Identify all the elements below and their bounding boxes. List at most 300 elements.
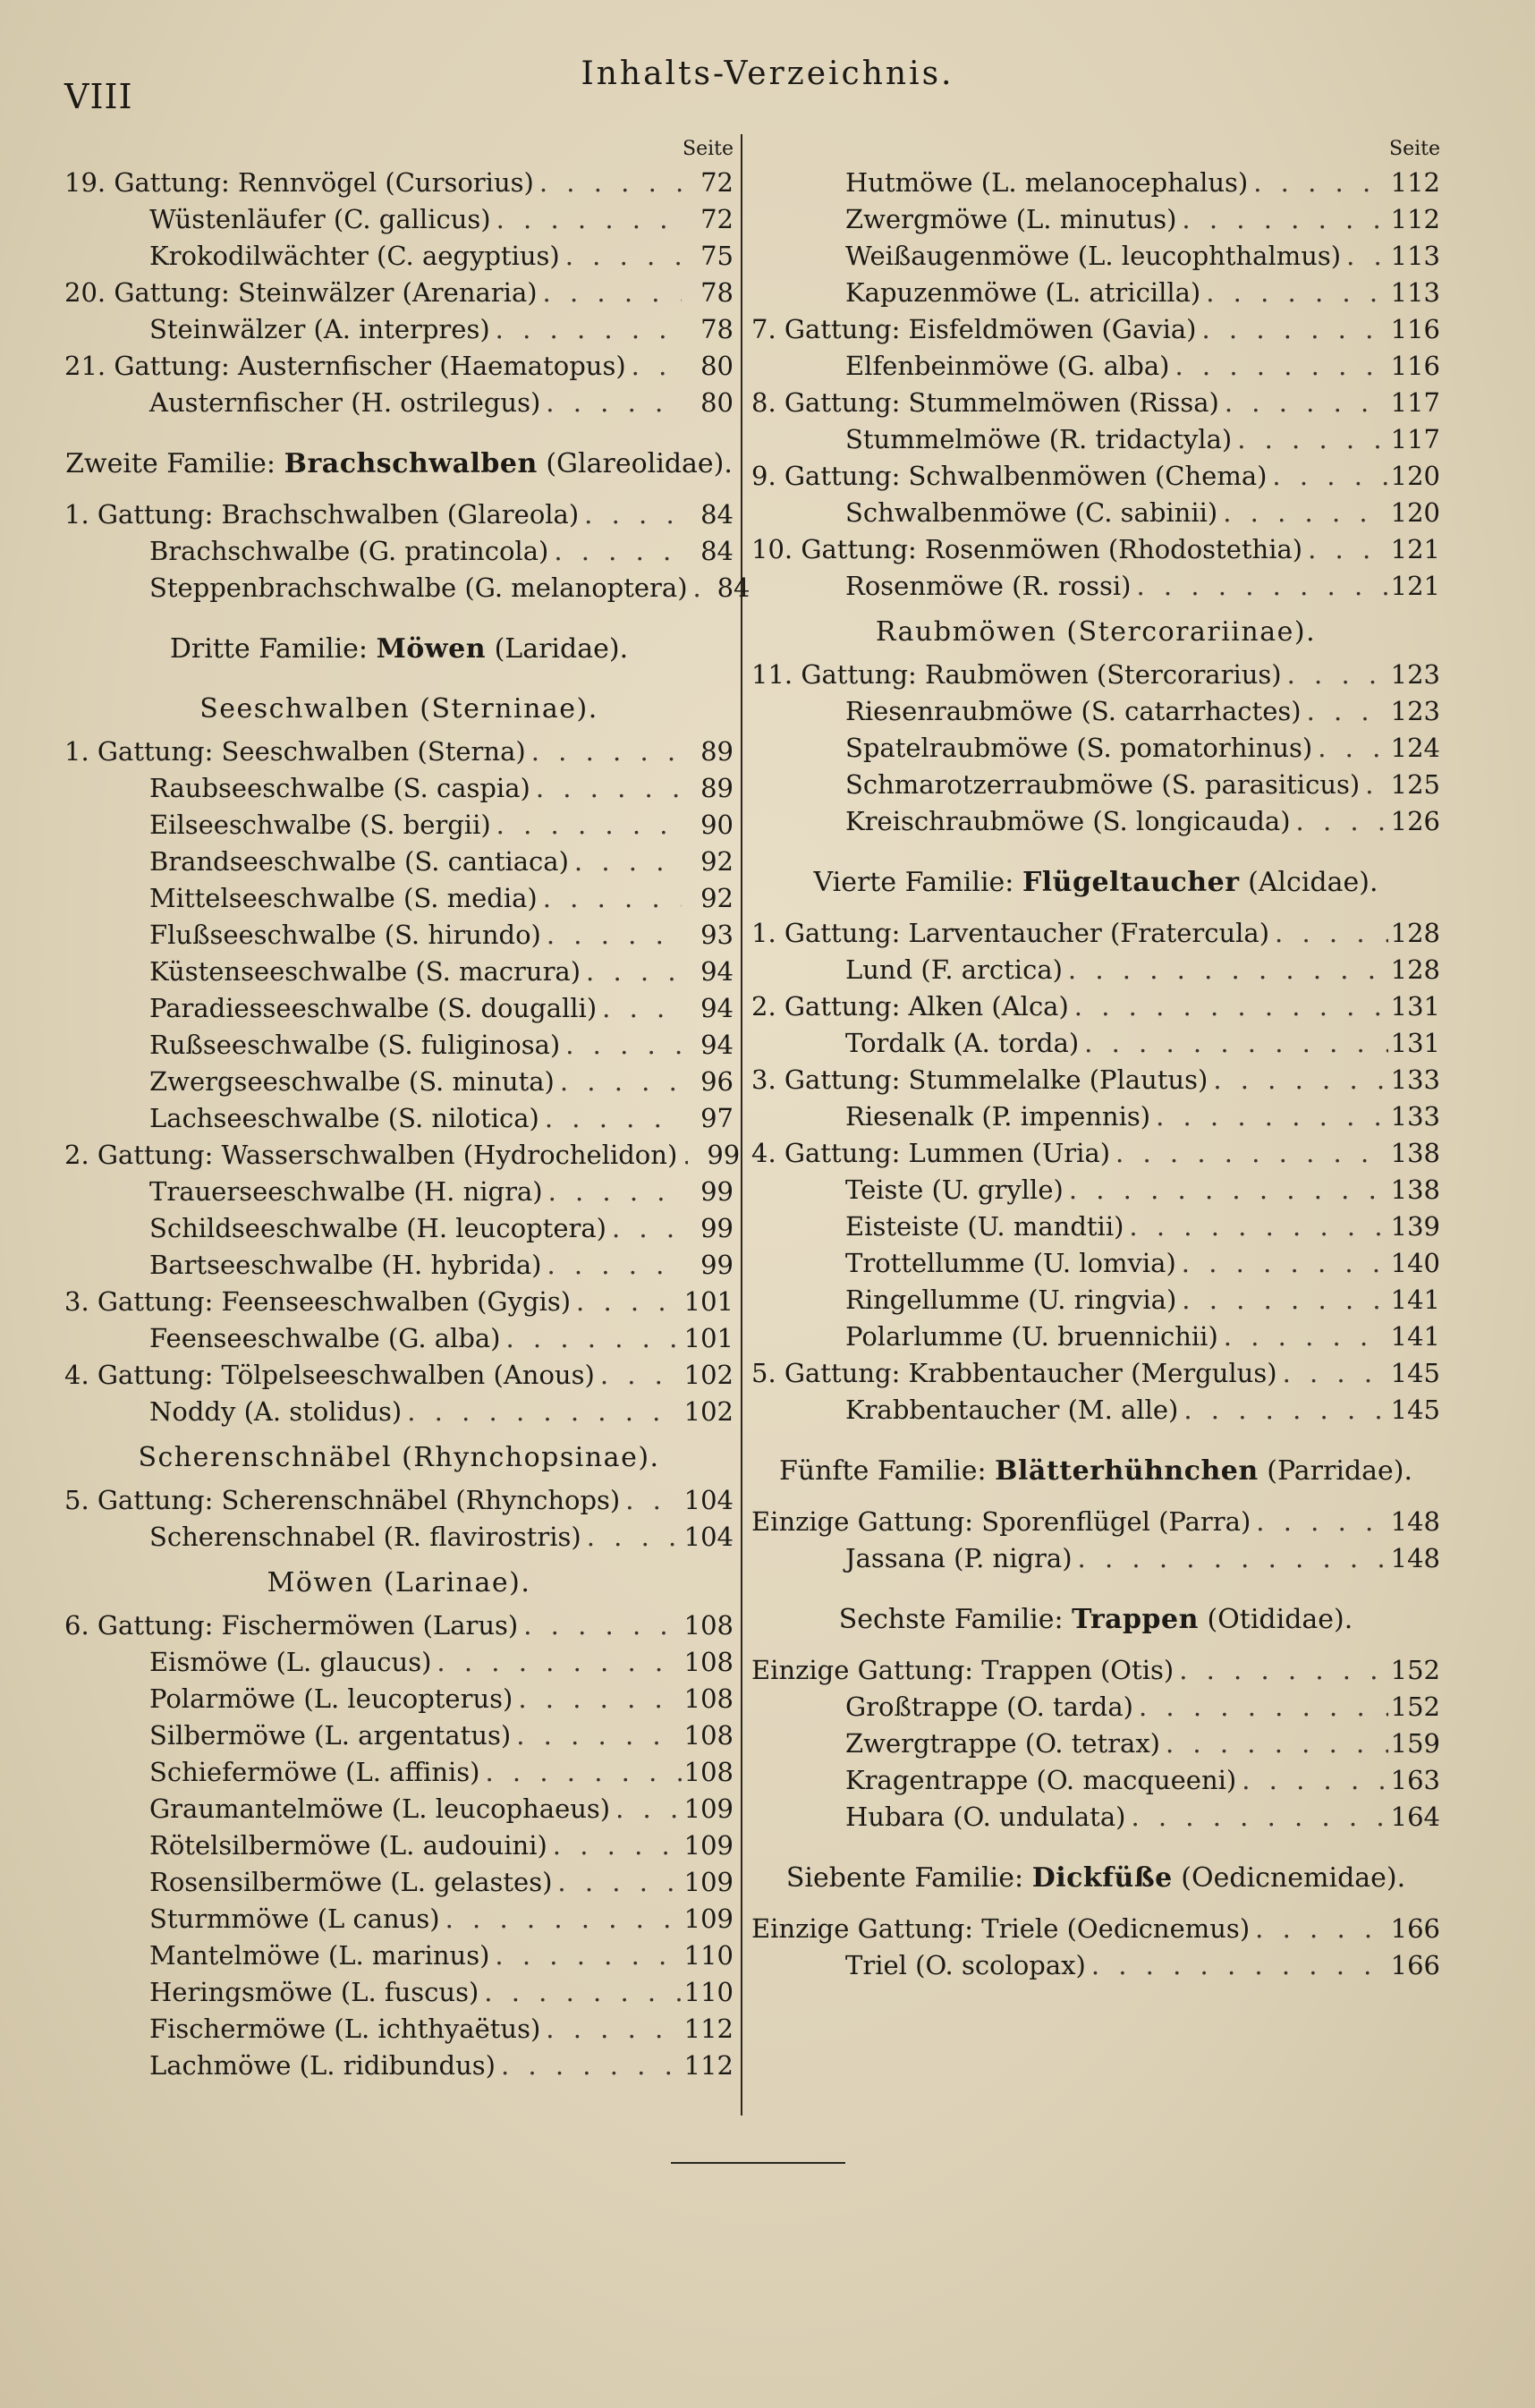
entry-title: Polarmöwe (L. leucopterus)	[149, 1683, 513, 1714]
entry-page: 166	[1390, 1950, 1440, 1980]
toc-entry	[64, 1357, 734, 1394]
entry-title: 4. Gattung: Lummen (Uria)	[751, 1138, 1111, 1168]
entry-page: 131	[1390, 991, 1440, 1022]
leader-dots	[1341, 238, 1388, 275]
family-prefix: Zweite Familie:	[65, 448, 276, 479]
entry-page: 110	[683, 1940, 734, 1971]
entry-page: 120	[1390, 461, 1440, 491]
toc-entry	[64, 533, 734, 570]
toc-entry	[751, 531, 1440, 568]
entry-title: 10. Gattung: Rosenmöwen (Rhodostethia)	[751, 534, 1303, 564]
leader-dots	[1218, 1318, 1388, 1355]
entry-title: 19. Gattung: Rennvögel (Cursorius)	[64, 167, 534, 198]
entry-title: 4. Gattung: Tölpelseeschwalben (Anous)	[64, 1360, 595, 1390]
family-latin: (Otididae).	[1207, 1604, 1353, 1635]
entry-title: 3. Gattung: Feenseeschwalben (Gygis)	[64, 1286, 572, 1317]
bottom-rule	[671, 2162, 845, 2164]
entry-page: 166	[1390, 1913, 1440, 1944]
subfamily-heading: Seeschwalben (Sterninae).	[199, 693, 598, 725]
entry-title: Küstenseeschwalbe (S. macrura)	[149, 956, 581, 987]
toc-entry	[64, 1937, 734, 1974]
toc-entry	[751, 311, 1440, 348]
entry-page: 113	[1390, 277, 1440, 308]
family-name: Trappen	[1072, 1604, 1199, 1635]
entry-title: Trottellumme (U. lomvia)	[845, 1248, 1176, 1278]
entry-title: Sturmmöwe (L canus)	[149, 1904, 440, 1934]
toc-entry	[64, 1320, 734, 1357]
family-prefix: Vierte Familie:	[813, 867, 1014, 898]
entry-title: Jassana (P. nigra)	[845, 1543, 1073, 1573]
leader-dots	[581, 954, 682, 990]
entry-page: 133	[1390, 1064, 1440, 1095]
toc-entry	[64, 807, 734, 844]
entry-page: 163	[1390, 1765, 1440, 1795]
leader-dots	[540, 385, 682, 421]
leader-dots	[1176, 1282, 1388, 1318]
entry-page: 131	[1390, 1028, 1440, 1058]
leader-dots	[547, 1827, 682, 1864]
toc-entry	[64, 275, 734, 311]
entry-title: 2. Gattung: Wasserschwalben (Hydrochelidon)	[64, 1140, 678, 1170]
leader-dots	[1150, 1098, 1388, 1135]
entry-title: Raubseeschwalbe (S. caspia)	[149, 773, 530, 803]
entry-page: 104	[683, 1522, 734, 1552]
entry-title: 6. Gattung: Fischermöwen (Larus)	[64, 1610, 519, 1641]
entry-title: Schildseeschwalbe (H. leucoptera)	[149, 1213, 606, 1243]
entry-page: 99	[700, 1176, 734, 1207]
family-latin: (Parridae).	[1267, 1455, 1413, 1487]
entry-page: 72	[700, 204, 734, 234]
toc-entry	[751, 1947, 1440, 1984]
leader-dots	[1236, 1762, 1388, 1799]
toc-entry	[64, 1901, 734, 1937]
leader-dots	[1291, 803, 1388, 840]
entry-list	[751, 1504, 1440, 1577]
toc-entry	[751, 1062, 1440, 1098]
entry-title: Flußseeschwalbe (S. hirundo)	[149, 920, 541, 950]
entry-page: 101	[683, 1323, 734, 1353]
entry-page: 94	[700, 956, 734, 987]
toc-entry	[751, 421, 1440, 458]
entry-title: Kapuzenmöwe (L. atricilla)	[845, 277, 1201, 308]
subfamily-heading: Scherenschnäbel (Rhynchopsinae).	[138, 1442, 660, 1473]
leader-dots	[555, 1064, 682, 1100]
toc-entry	[751, 1318, 1440, 1355]
entry-title: Tordalk (A. torda)	[845, 1028, 1080, 1058]
leader-dots	[518, 1607, 682, 1644]
entry-title: Rosenmöwe (R. rossi)	[845, 571, 1132, 601]
entry-page: 92	[700, 846, 734, 877]
toc-entry	[751, 1392, 1440, 1429]
entry-list	[751, 1911, 1440, 1984]
entry-list	[751, 165, 1440, 605]
entry-page: 90	[700, 810, 734, 840]
leader-dots	[1200, 275, 1388, 311]
page-number: VIII	[64, 77, 133, 116]
entry-page: 125	[1390, 769, 1440, 800]
entry-list	[64, 165, 734, 421]
toc-entry	[751, 1355, 1440, 1392]
leader-dots	[1360, 767, 1388, 803]
entry-page: 159	[1390, 1728, 1440, 1759]
entry-page: 164	[1390, 1802, 1440, 1832]
toc-entry	[64, 2048, 734, 2084]
leader-dots	[571, 1284, 682, 1320]
entry-title: Kragentrappe (O. macqueeni)	[845, 1765, 1237, 1795]
entry-page: 93	[700, 920, 734, 950]
toc-entry	[751, 165, 1440, 201]
toc-entry	[751, 657, 1440, 693]
entry-title: Paradiesseeschwalbe (S. dougalli)	[149, 993, 598, 1023]
toc-entry	[64, 238, 734, 275]
entry-title: 1. Gattung: Brachschwalben (Glareola)	[64, 499, 580, 530]
entry-page: 109	[683, 1830, 734, 1861]
toc-entry	[64, 1247, 734, 1284]
leader-dots	[1208, 1062, 1388, 1098]
toc-entry	[64, 348, 734, 385]
entry-title: Brandseeschwalbe (S. cantiaca)	[149, 846, 569, 877]
leader-dots	[620, 1482, 682, 1519]
entry-page: 92	[700, 883, 734, 913]
entry-list	[64, 496, 751, 606]
entry-title: Noddy (A. stolidus)	[149, 1396, 403, 1427]
toc-entry	[64, 733, 734, 770]
entry-page: 108	[683, 1720, 734, 1751]
entry-page: 145	[1390, 1395, 1440, 1425]
leader-dots	[543, 1174, 682, 1210]
leader-dots	[1250, 1911, 1388, 1947]
leader-dots	[1176, 201, 1388, 238]
toc-entry	[751, 1208, 1440, 1245]
toc-entry	[64, 165, 734, 201]
entry-page: 109	[683, 1904, 734, 1934]
toc-entry	[64, 1644, 734, 1681]
entry-page: 89	[700, 773, 734, 803]
leader-dots	[1197, 311, 1389, 348]
entry-page: 133	[1390, 1101, 1440, 1132]
entry-page: 112	[1390, 204, 1440, 234]
leader-dots	[595, 1357, 682, 1394]
family-name: Brachschwalben	[284, 448, 538, 479]
entry-page: 99	[707, 1140, 741, 1170]
toc-entry	[751, 730, 1440, 767]
entry-page: 138	[1390, 1138, 1440, 1168]
entry-list	[64, 1482, 734, 1556]
entry-list	[751, 657, 1440, 840]
leader-dots	[541, 917, 682, 954]
leader-dots	[1302, 531, 1388, 568]
entry-page: 112	[1390, 167, 1440, 198]
entry-title: 20. Gattung: Steinwälzer (Arenaria)	[64, 277, 538, 308]
entry-title: 2. Gattung: Alken (Alca)	[751, 991, 1069, 1022]
leader-dots	[1176, 1245, 1388, 1282]
toc-entry	[751, 1172, 1440, 1208]
entry-title: 3. Gattung: Stummelalke (Plautus)	[751, 1064, 1208, 1095]
family-latin: (Alcidae).	[1248, 867, 1378, 898]
right-column	[751, 134, 1440, 1984]
leader-dots	[538, 880, 682, 917]
toc-entry	[751, 915, 1440, 952]
toc-entry	[64, 570, 751, 606]
leader-dots	[1063, 952, 1388, 988]
entry-page: 145	[1390, 1358, 1440, 1388]
leader-dots	[479, 1754, 682, 1791]
entry-page: 78	[700, 314, 734, 344]
entry-title: Rußseeschwalbe (S. fuliginosa)	[149, 1030, 561, 1060]
entry-title: Riesenalk (P. impennis)	[845, 1101, 1151, 1132]
family-heading	[751, 840, 1440, 915]
toc-entry	[64, 311, 734, 348]
entry-title: Heringsmöwe (L. fuscus)	[149, 1977, 479, 2007]
toc-entry	[64, 1827, 734, 1864]
entry-title: Einzige Gattung: Trappen (Otis)	[751, 1655, 1175, 1685]
toc-entry	[751, 1652, 1440, 1689]
entry-page: 96	[700, 1066, 734, 1097]
entry-page: 128	[1390, 954, 1440, 985]
family-heading	[751, 1836, 1440, 1911]
entry-title: Einzige Gattung: Sporenflügel (Parra)	[751, 1506, 1251, 1537]
leader-dots	[489, 1937, 682, 1974]
toc-entry	[64, 1064, 734, 1100]
entry-page: 72	[700, 167, 734, 198]
entry-title: 21. Gattung: Austernfischer (Haematopus)	[64, 351, 626, 381]
toc-entry	[64, 1681, 734, 1717]
toc-entry	[64, 1100, 734, 1137]
entry-page: 80	[700, 351, 734, 381]
leader-dots	[1125, 1799, 1388, 1836]
family-heading	[751, 1429, 1440, 1504]
entry-page: 120	[1390, 497, 1440, 528]
toc-entry	[751, 1799, 1440, 1836]
entry-title: Eilseeschwalbe (S. bergii)	[149, 810, 491, 840]
entry-title: Zwergmöwe (L. minutus)	[845, 204, 1177, 234]
subfamily-heading: Raubmöwen (Stercorariinae).	[875, 616, 1317, 648]
family-prefix: Sechste Familie:	[838, 1604, 1064, 1635]
leader-dots	[626, 348, 682, 385]
entry-title: Spatelraubmöwe (S. pomatorhinus)	[845, 733, 1313, 763]
leader-dots	[538, 275, 682, 311]
entry-title: Stummelmöwe (R. tridactyla)	[845, 424, 1233, 454]
leader-dots	[1277, 1355, 1388, 1392]
entry-title: 7. Gattung: Eisfeldmöwen (Gavia)	[751, 314, 1197, 344]
family-latin: (Oedicnemidae).	[1181, 1862, 1406, 1894]
entry-title: 9. Gattung: Schwalbenmöwen (Chema)	[751, 461, 1268, 491]
entry-title: Bartseeschwalbe (H. hybrida)	[149, 1250, 542, 1280]
toc-entry	[64, 1717, 734, 1754]
toc-entry	[751, 385, 1440, 421]
entry-title: Lund (F. arctica)	[845, 954, 1063, 985]
toc-entry	[751, 1098, 1440, 1135]
leader-dots	[1124, 1208, 1388, 1245]
toc-entry	[64, 1791, 734, 1827]
entry-page: 138	[1390, 1174, 1440, 1205]
entry-title: Scherenschnabel (R. flavirostris)	[149, 1522, 581, 1552]
toc-entry	[64, 2011, 734, 2048]
leader-dots	[581, 1519, 682, 1556]
entry-title: Triel (O. scolopax)	[845, 1950, 1086, 1980]
entry-page: 117	[1390, 424, 1440, 454]
entry-title: Zwergseeschwalbe (S. minuta)	[149, 1066, 555, 1097]
toc-entry	[751, 495, 1440, 531]
toc-entry	[751, 1504, 1440, 1540]
leader-dots	[513, 1681, 682, 1717]
leader-dots	[1282, 657, 1388, 693]
toc-entry	[751, 803, 1440, 840]
leader-dots	[560, 1027, 682, 1064]
entry-title: Austernfischer (H. ostrilegus)	[149, 387, 541, 418]
leader-dots	[1160, 1725, 1388, 1762]
family-prefix: Dritte Familie:	[169, 633, 369, 665]
toc-entry	[64, 1519, 734, 1556]
entry-page: 121	[1390, 571, 1440, 601]
entry-list	[751, 1652, 1440, 1836]
entry-title: Wüstenläufer (C. gallicus)	[149, 204, 491, 234]
entry-page: 121	[1390, 534, 1440, 564]
entry-page: 102	[683, 1396, 734, 1427]
family-heading	[64, 421, 734, 496]
page-title: Inhalts-Verzeichnis.	[581, 55, 954, 92]
leader-dots	[501, 1320, 683, 1357]
family-prefix: Fünfte Familie:	[778, 1455, 987, 1487]
entry-list	[64, 1607, 734, 2084]
family-name: Blätterhühnchen	[995, 1455, 1259, 1487]
entry-title: Feenseeschwalbe (G. alba)	[149, 1323, 501, 1353]
entry-page: 101	[683, 1286, 734, 1317]
leader-dots	[530, 770, 682, 807]
entry-title: Polarlumme (U. bruennichii)	[845, 1321, 1218, 1352]
entry-title: Mittelseeschwalbe (S. media)	[149, 883, 538, 913]
entry-title: Großtrappe (O. tarda)	[845, 1692, 1133, 1722]
entry-title: Eismöwe (L. glaucus)	[149, 1647, 432, 1677]
family-heading	[64, 606, 734, 682]
leader-dots	[479, 1974, 682, 2011]
leader-dots	[1086, 1947, 1388, 1984]
leader-dots	[569, 844, 682, 880]
entry-page: 94	[700, 1030, 734, 1060]
leader-dots	[1133, 1689, 1388, 1725]
leader-dots	[1312, 730, 1388, 767]
toc-entry	[64, 496, 734, 533]
entry-page: 112	[683, 2050, 734, 2081]
toc-entry	[64, 880, 734, 917]
toc-entry	[64, 1974, 734, 2011]
leader-dots	[677, 1137, 688, 1174]
entry-page: 109	[683, 1867, 734, 1897]
leader-dots	[1267, 458, 1388, 495]
leader-dots	[579, 496, 682, 533]
entry-title: Krabbentaucher (M. alle)	[845, 1395, 1179, 1425]
entry-page: 80	[700, 387, 734, 418]
leader-dots	[1110, 1135, 1388, 1172]
leader-dots	[606, 1210, 682, 1247]
toc-entry	[64, 1027, 734, 1064]
entry-page: 140	[1390, 1248, 1440, 1278]
entry-title: Kreischraubmöwe (S. longicauda)	[845, 806, 1291, 836]
entry-title: Rosensilbermöwe (L. gelastes)	[149, 1867, 553, 1897]
leader-dots	[1302, 693, 1388, 730]
entry-title: Trauerseeschwalbe (H. nigra)	[149, 1176, 543, 1207]
leader-dots	[490, 311, 682, 348]
seite-label: Seite	[683, 138, 734, 160]
left-column	[64, 134, 751, 2084]
entry-title: Einzige Gattung: Triele (Oedicnemus)	[751, 1913, 1251, 1944]
entry-page: 99	[700, 1213, 734, 1243]
entry-page: 109	[683, 1793, 734, 1824]
entry-title: Riesenraubmöwe (S. catarrhactes)	[845, 696, 1302, 726]
leader-dots	[597, 990, 682, 1027]
entry-page: 110	[683, 1977, 734, 2007]
leader-dots	[1064, 1172, 1388, 1208]
family-name: Möwen	[376, 633, 487, 665]
entry-title: Steppenbrachschwalbe (G. melanoptera)	[149, 572, 688, 603]
entry-page: 123	[1390, 696, 1440, 726]
entry-title: Hutmöwe (L. melanocephalus)	[845, 167, 1249, 198]
leader-dots	[552, 1864, 682, 1901]
entry-page: 99	[700, 1250, 734, 1280]
toc-entry	[64, 1174, 734, 1210]
leader-dots	[610, 1791, 682, 1827]
entry-title: Schmarotzerraubmöwe (S. parasiticus)	[845, 769, 1361, 800]
leader-dots	[560, 238, 682, 275]
toc-entry	[751, 1135, 1440, 1172]
entry-title: Hubara (O. undulata)	[845, 1802, 1126, 1832]
toc-entry	[751, 201, 1440, 238]
entry-page: 75	[700, 241, 734, 271]
leader-dots	[1079, 1025, 1388, 1062]
subfamily-heading: Möwen (Larinae).	[267, 1567, 531, 1598]
leader-dots	[541, 1247, 682, 1284]
entry-page: 78	[700, 277, 734, 308]
entry-page: 126	[1390, 806, 1440, 836]
toc-entry	[751, 568, 1440, 605]
toc-entry	[751, 1025, 1440, 1062]
entry-title: 1. Gattung: Seeschwalben (Sterna)	[64, 736, 526, 767]
entry-title: Brachschwalbe (G. pratincola)	[149, 536, 549, 566]
entry-page: 123	[1390, 659, 1440, 690]
leader-dots	[431, 1644, 682, 1681]
entry-page: 128	[1390, 918, 1440, 948]
toc-entry	[64, 1394, 734, 1430]
toc-entry	[64, 385, 734, 421]
entry-list	[64, 733, 741, 1430]
entry-title: 5. Gattung: Krabbentaucher (Mergulus)	[751, 1358, 1277, 1388]
entry-page: 97	[700, 1103, 734, 1133]
toc-entry	[751, 988, 1440, 1025]
seite-label: Seite	[1389, 138, 1440, 160]
entry-title: 5. Gattung: Scherenschnäbel (Rhynchops)	[64, 1485, 621, 1515]
leader-dots	[511, 1717, 682, 1754]
entry-title: Fischermöwe (L. ichthyaëtus)	[149, 2014, 541, 2044]
entry-page: 102	[683, 1360, 734, 1390]
entry-title: Zwergtrappe (O. tetrax)	[845, 1728, 1160, 1759]
toc-entry	[64, 1137, 741, 1174]
leader-dots	[402, 1394, 682, 1430]
entry-page: 108	[683, 1610, 734, 1641]
toc-entry	[751, 1911, 1440, 1947]
leader-dots	[688, 570, 699, 606]
leader-dots	[1174, 1652, 1388, 1689]
leader-dots	[1131, 568, 1388, 605]
toc-entry	[751, 238, 1440, 275]
leader-dots	[1219, 385, 1388, 421]
entry-page: 84	[717, 572, 751, 603]
leader-dots	[491, 201, 682, 238]
entry-page: 141	[1390, 1321, 1440, 1352]
toc-entry	[64, 844, 734, 880]
toc-entry	[751, 1245, 1440, 1282]
family-name: Flügeltaucher	[1022, 867, 1240, 898]
toc-entry	[64, 954, 734, 990]
